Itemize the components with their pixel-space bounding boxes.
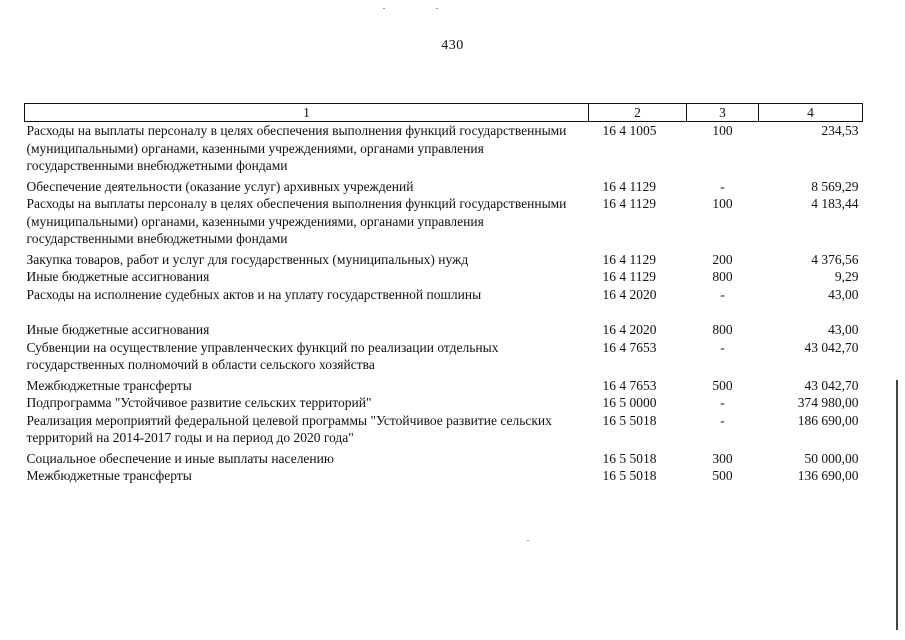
row-amount: 4 183,44 <box>811 196 859 211</box>
header-col-1: 1 <box>25 104 589 122</box>
table-row <box>25 122 863 178</box>
scan-speck <box>527 540 529 541</box>
table-header <box>25 104 863 122</box>
table-row <box>25 195 863 251</box>
row-amount: 8 569,29 <box>811 178 859 194</box>
row-name: Иные бюджетные ассигнования <box>26 269 210 284</box>
row-type: 800 <box>712 322 733 337</box>
budget-table <box>24 103 863 485</box>
row-amount: 43 042,70 <box>804 339 859 355</box>
row-amount: 136 690,00 <box>797 468 859 483</box>
row-amount: 43 042,70 <box>804 377 859 393</box>
row-name: Обеспечение деятельности (оказание услуг) архивных учреждений <box>26 178 414 194</box>
table-row <box>25 321 863 339</box>
row-type: 500 <box>712 377 733 393</box>
row-amount: 234,53 <box>821 123 859 138</box>
scan-speck <box>436 8 438 9</box>
row-code: 16 5 5018 <box>602 450 657 466</box>
row-type: 200 <box>712 251 733 267</box>
table-row <box>25 450 863 468</box>
row-type: - <box>720 178 725 194</box>
table-row <box>25 467 863 485</box>
row-code: 16 4 7653 <box>602 339 657 355</box>
row-name: Межбюджетные трансферты <box>26 377 192 393</box>
row-amount: 43,00 <box>828 322 859 337</box>
row-name: Закупка товаров, работ и услуг для государственных (муниципальных) нужд <box>26 251 469 267</box>
header-col-4: 4 <box>759 104 863 122</box>
table-row <box>25 251 863 269</box>
row-type: 800 <box>712 269 733 284</box>
row-code: 16 4 1129 <box>602 196 656 211</box>
row-type: 300 <box>712 450 733 466</box>
table-row <box>25 394 863 412</box>
row-code: 16 4 1129 <box>602 251 656 267</box>
scan-speck <box>383 8 385 9</box>
row-amount: 186 690,00 <box>797 412 859 428</box>
table-row <box>25 286 863 322</box>
row-code: 16 4 1129 <box>602 178 656 194</box>
row-code: 16 5 0000 <box>602 395 657 410</box>
row-code: 16 4 7653 <box>602 377 657 393</box>
row-code: 16 4 2020 <box>602 322 657 337</box>
row-amount: 50 000,00 <box>804 450 859 466</box>
row-amount: 374 980,00 <box>797 395 859 410</box>
table-row <box>25 268 863 286</box>
row-type: - <box>720 395 725 410</box>
row-type: 100 <box>712 196 733 211</box>
row-name: Расходы на выплаты персоналу в целях обеспечения выполнения функций государственными (муниципальными) органами, казенными учреждениями, органами управления государственными внебюджетными фондами <box>26 196 567 246</box>
table-row <box>25 412 863 450</box>
row-code: 16 4 2020 <box>602 286 657 302</box>
row-type: 100 <box>712 123 733 138</box>
row-amount: 43,00 <box>828 286 859 302</box>
scan-edge-line <box>896 380 898 630</box>
header-row <box>25 104 863 122</box>
row-name: Подпрограмма "Устойчивое развитие сельских территорий" <box>26 395 372 410</box>
table-body <box>25 122 863 485</box>
row-type: - <box>720 286 725 302</box>
row-code: 16 5 5018 <box>602 412 657 428</box>
row-code: 16 4 1129 <box>602 269 656 284</box>
row-amount: 4 376,56 <box>811 251 859 267</box>
table-row <box>25 339 863 377</box>
row-code: 16 5 5018 <box>602 468 657 483</box>
table-row <box>25 178 863 196</box>
row-type: 500 <box>712 468 733 483</box>
header-col-3: 3 <box>687 104 759 122</box>
row-name: Межбюджетные трансферты <box>26 468 192 483</box>
row-type: - <box>720 412 725 428</box>
page-number: 430 <box>441 38 464 53</box>
row-name: Реализация мероприятий федеральной целевой программы "Устойчивое развитие сельских территорий на 2014-2017 годы и на период до 2020 года" <box>26 412 552 445</box>
row-name: Субвенции на осуществление управленческих функций по реализации отдельных государственных полномочий в области сельского хозяйства <box>26 339 499 372</box>
row-name: Иные бюджетные ассигнования <box>26 322 210 337</box>
row-name: Социальное обеспечение и иные выплаты населению <box>26 450 334 466</box>
row-code: 16 4 1005 <box>602 123 657 138</box>
header-col-2: 2 <box>589 104 687 122</box>
row-name: Расходы на исполнение судебных актов и на уплату государственной пошлины <box>26 286 482 302</box>
row-type: - <box>720 339 725 355</box>
row-amount: 9,29 <box>834 269 859 284</box>
row-name: Расходы на выплаты персоналу в целях обеспечения выполнения функций государственными (муниципальными) органами, казенными учреждениями, органами управления государственными внебюджетными фондами <box>26 123 567 173</box>
table-row <box>25 377 863 395</box>
